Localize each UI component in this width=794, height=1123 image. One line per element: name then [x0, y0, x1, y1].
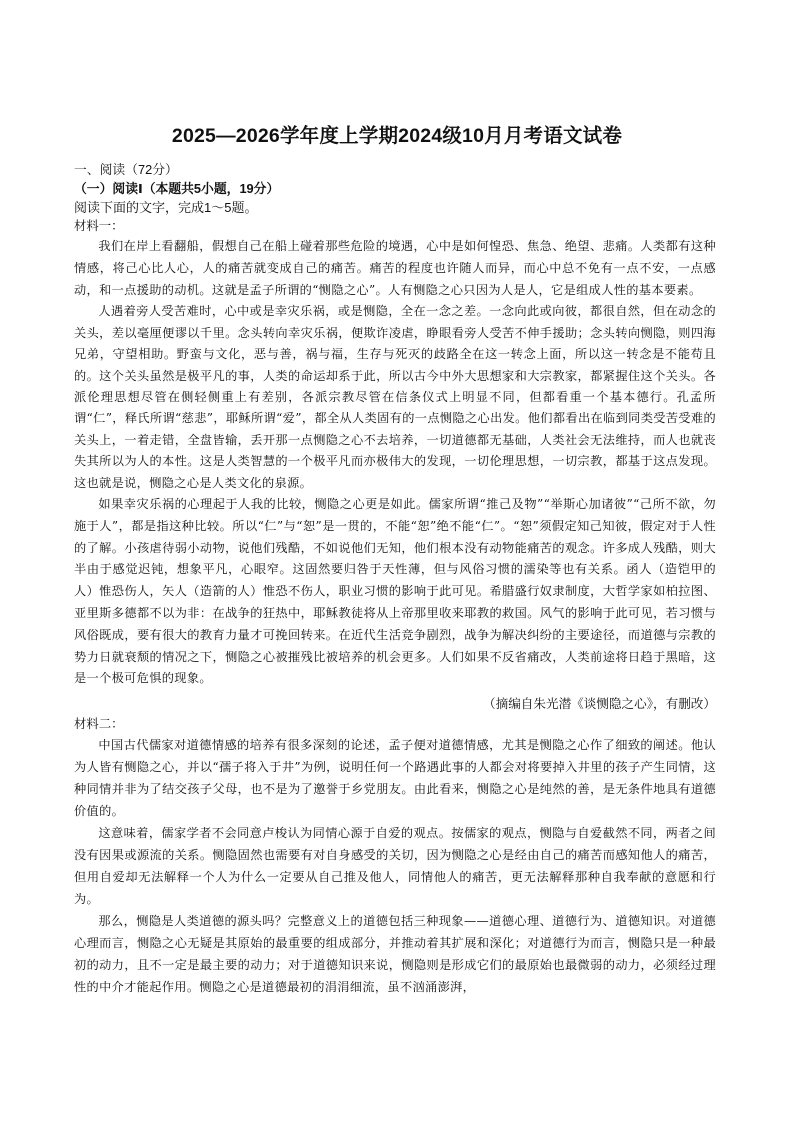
material-2-paragraph-3: 那么，恻隐是人类道德的源头吗？完整意义上的道德包括三种现象——道德心理、道德行为、道德知识。对道德心理而言，恻隐之心无疑是其原始的最重要的组成部分，并推动着其扩展和深化；对道德行为而言，恻隐只是一种最初的动力，且不一定是最主要的动力；对于道德知识来说，恻隐则是形成它们的最原始也最微弱的动力，必须经过理性的中介才能起作用。恻隐之心是道德最初的涓涓细流，虽不汹涌澎湃， — [74, 914, 716, 995]
material-1-paragraph-2: 人遇着旁人受苦难时，心中或是幸灾乐祸，或是恻隐，全在一念之差。一念向此或向彼，都很自然，但在动念的关头，差以毫厘便谬以千里。念头转向幸灾乐祸，便欺诈凌虐，睁眼看旁人受苦不伸手援助；念头转向恻隐，则四海兄弟，守望相助。野蛮与文化，恶与善，祸与福，生存与死灭的歧路全在这一转念上面，所以这一转念是不能苟且的。这个关头虽然是极平凡的事，人类的命运却系于此，所以古今中外大思想家和大宗教家，都紧握住这个关头。各派伦理思想尽管在侧轻侧重上有差别，各派宗教尽管在信条仪式上明显不同，但都看重一个基本德行。孔孟所谓“仁”，释氏所谓“慈悲”，耶稣所谓“爱”，都全从人类固有的一点恻隐之心出发。他们都看出在临到同类受苦受难的关头上，一着走错，全盘皆输，丢开那一点恻隐之心不去培养，一切道德都无基础，人类社会无法维持，而人也就丧失其所以为人的本性。这是人类智慧的一个极平凡而亦极伟大的发现，一切伦理思想，一切宗教，都基于这点发现。这也就是说，恻隐之心是人类文化的泉源。 — [74, 304, 716, 490]
material-2-paragraph-2: 这意味着，儒家学者不会同意卢梭认为同情心源于自爱的观点。按儒家的观点，恻隐与自爱截然不同，两者之间没有因果或源流的关系。恻隐固然也需要有对自身感受的关切，因为恻隐之心是经由自己的痛苦而感知他人的痛苦，但用自爱却无法解释一个人为什么一定要从自己推及他人，同情他人的痛苦，更无法解释那种自我奉献的意愿和行为。 — [74, 826, 716, 907]
material-1-paragraph-3: 如果幸灾乐祸的心理起于人我的比较，恻隐之心更是如此。儒家所谓“推己及物”“举斯心加诸彼”“己所不欲，勿施于人”，都是指这种比较。所以“仁”与“恕”是一贯的，不能“恕”绝不能“仁”。“恕”须假定知己知彼，假定对于人性的了解。小孩虐待弱小动物，说他们残酷，不如说他们无知，他们根本没有动物能痛苦的观念。许多成人残酷，则大半由于感觉迟钝，想象平凡，心眼窄。这固然要归咎于天性薄，但与风俗习惯的濡染等也有关系。函人（造铠甲的人）惟恐伤人，矢人（造箭的人）惟恐不伤人，职业习惯的影响于此可见。希腊盛行奴隶制度，大哲学家如柏拉图、亚里斯多德都不以为非：在战争的狂热中，耶稣教徒将从上帝那里收来耶教的救国。风气的影响于此可见，若习惯与风俗既成，要有很大的教育力量才可挽回转来。在近代生活竞争剧烈，战争为解决纠纷的主要途径，而道德与宗教的势力日就衰颓的情况之下，恻隐之心被摧残比被培养的机会更多。人们如果不反省痛改，人类前途将日趋于黑暗，这是一个极可危惧的现象。 — [74, 497, 716, 686]
material-1-paragraph-1: 我们在岸上看翻船，假想自己在船上碰着那些危险的境遇，心中是如何惶恐、焦急、绝望、悲痛。人类都有这种情感，将己心比人心，人的痛苦就变成自己的痛苦。痛苦的程度也许随人而异，而心中总不免有一点不安，一点感动，和一点援助的动机。这就是孟子所谓的“恻隐之心”。人有恻隐之心只因为人是人，它是组成人性的基本要素。 — [74, 239, 716, 297]
material-1-source: （摘编自朱光潜《谈恻隐之心》，有删改） — [483, 697, 716, 712]
exam-title: 2025—2026学年度上学期2024级10月月考语文试卷 — [171, 125, 623, 147]
reading-instruction: 阅读下面的文字，完成1～5题。 — [74, 200, 258, 215]
exam-content — [74, 160, 716, 998]
subsection-heading-reading-1: （一）阅读Ⅰ（本题共5小题，19分） — [74, 181, 280, 196]
material-2-paragraph-1: 中国古代儒家对道德情感的培养有很多深刻的论述，孟子便对道德情感，尤其是恻隐之心作了细致的阐述。他认为人皆有恻隐之心，并以“孺子将入于井”为例，说明任何一个路遇此事的人都会对将要掉入井里的孩子产生同情，这种同情并非为了结交孩子父母，也不是为了邀誉于乡党朋友。由此看来，恻隐之心是纯然的善，是无条件地具有道德价值的。 — [74, 738, 716, 819]
material-2-label: 材料二： — [74, 717, 124, 732]
material-1-label: 材料一： — [74, 219, 124, 233]
section-heading-reading: 一、阅读（72分） — [74, 162, 178, 177]
